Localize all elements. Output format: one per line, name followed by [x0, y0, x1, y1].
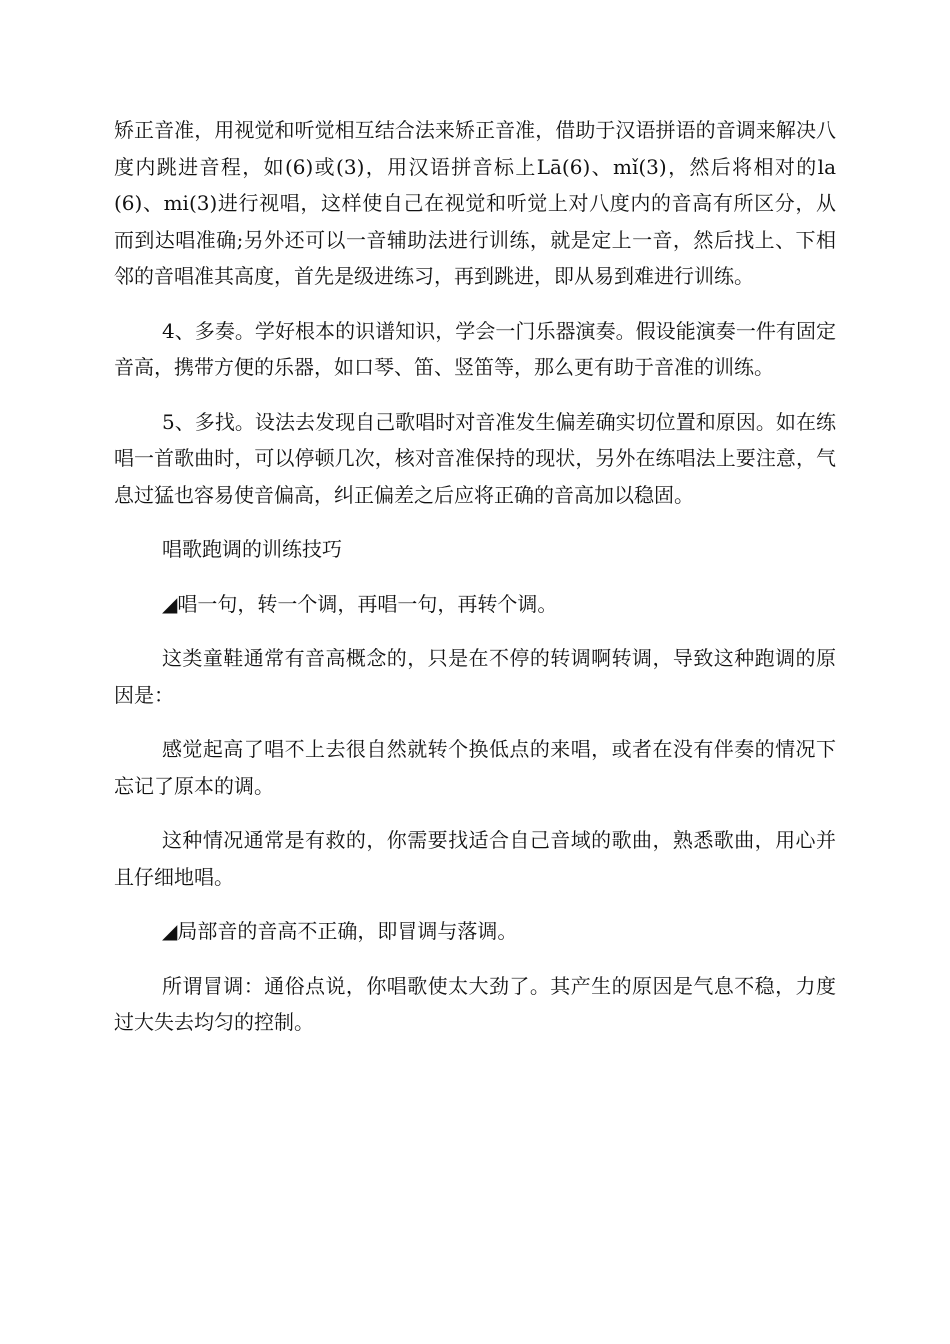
section-heading: 唱歌跑调的训练技巧	[162, 537, 342, 561]
paragraph-key-change-detail: 感觉起高了唱不上去很自然就转个换低点的来唱，或者在没有伴奏的情况下忘记了原本的调。	[114, 737, 836, 798]
paragraph-play-more: 4、多奏。学好根本的识谱知识，学会一门乐器演奏。假设能演奏一件有固定音高，携带方便的乐器，如口琴、笛、竖笛等，那么更有助于音准的训练。	[114, 318, 836, 379]
paragraph-pitch-correction: 矫正音准，用视觉和听觉相互结合法来矫正音准，借助于汉语拼语的音调来解决八度内跳进音程，如(6)或(3)，用汉语拼音标上Lā(6)、mǐ(3)，然后将相对的la(6)、mi(3)进行视唱，这样使自己在视觉和听觉上对八度内的音高有所区分，从而到达唱准确;另外还可以一音辅助法进行训练，就是定上一音，然后找上、下相邻的音唱准其高度，首先是级进练习，再到跳进，即从易到难进行训练。	[114, 118, 836, 288]
paragraph-key-change-cause: 这类童鞋通常有音高概念的，只是在不停的转调啊转调，导致这种跑调的原因是：	[114, 646, 836, 707]
paragraph-find-more: 5、多找。设法去发现自己歌唱时对音准发生偏差确实切位置和原因。如在练唱一首歌曲时，可以停顿几次，核对音准保持的现状，另外在练唱法上要注意，气息过猛也容易使音偏高，纠正偏差之后应将正确的音高加以稳固。	[114, 409, 836, 507]
paragraph-sharp-pitch: 所谓冒调：通俗点说，你唱歌使太大劲了。其产生的原因是气息不稳，力度过大失去均匀的控制。	[114, 973, 836, 1034]
document-body	[114, 112, 836, 1059]
paragraph-key-change-remedy: 这种情况通常是有救的，你需要找适合自己音域的歌曲，熟悉歌曲，用心并且仔细地唱。	[114, 828, 836, 889]
bullet-key-change: ◢唱一句，转一个调，再唱一句，再转个调。	[162, 591, 558, 616]
bullet-partial-pitch: ◢局部音的音高不正确，即冒调与落调。	[162, 919, 518, 943]
